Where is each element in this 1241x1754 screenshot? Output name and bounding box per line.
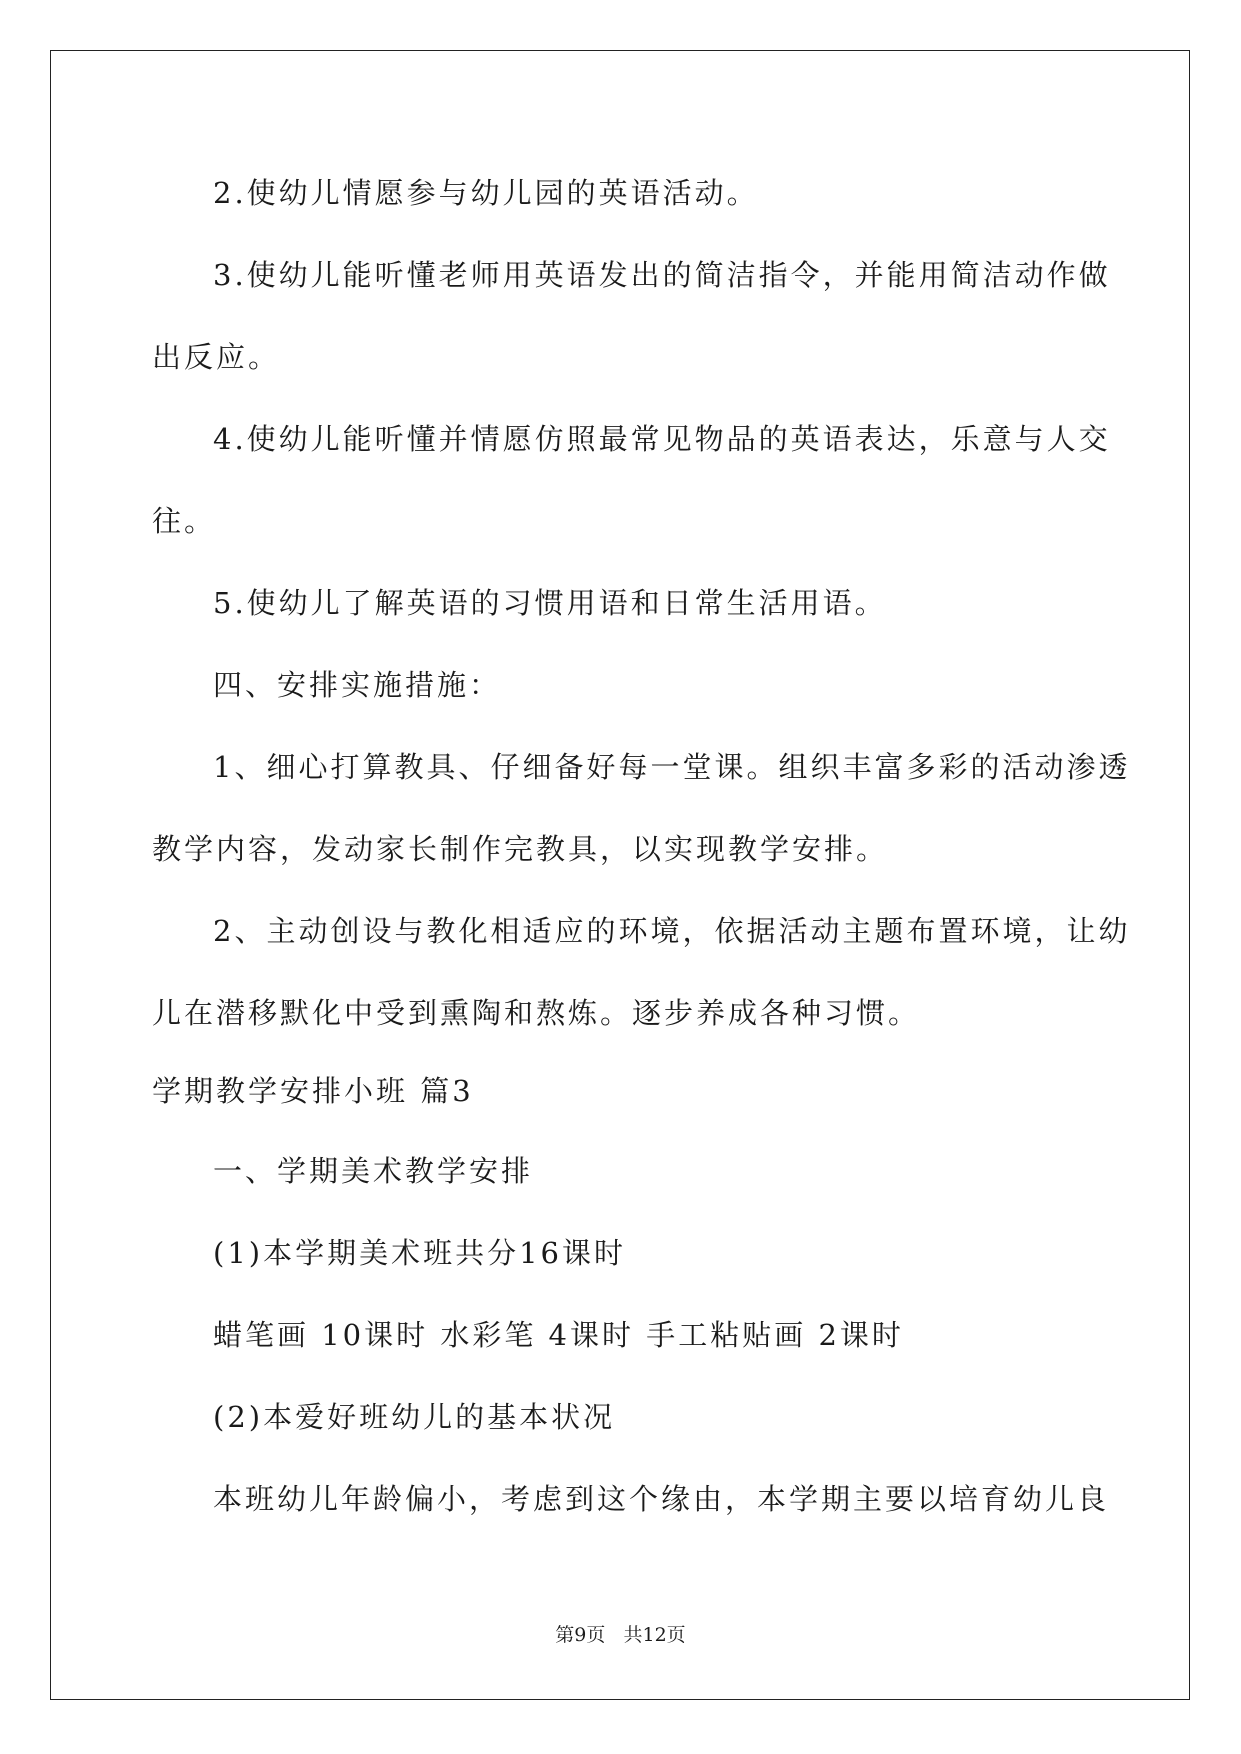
paragraph-line: 3.使幼儿能听懂老师用英语发出的简洁指令，并能用简洁动作做	[213, 258, 1111, 292]
paragraph-line: 蜡笔画 10课时 水彩笔 4课时 手工粘贴画 2课时	[213, 1318, 904, 1352]
paragraph-line: (1)本学期美术班共分16课时	[213, 1236, 626, 1270]
page-number-footer: 第9页 共12页	[555, 1624, 686, 1646]
paragraph-line: 往。	[152, 504, 217, 538]
page-border	[50, 50, 1190, 1700]
paragraph-line: 出反应。	[152, 340, 281, 374]
paragraph-line: 本班幼儿年龄偏小，考虑到这个缘由，本学期主要以培育幼儿良	[213, 1482, 1110, 1516]
paragraph-line: 儿在潜移默化中受到熏陶和熬炼。逐步养成各种习惯。	[152, 996, 921, 1030]
paragraph-line: 2.使幼儿情愿参与幼儿园的英语活动。	[213, 176, 759, 210]
paragraph-line: (2)本爱好班幼儿的基本状况	[213, 1400, 616, 1434]
paragraph-line: 2、主动创设与教化相适应的环境，依据活动主题布置环境，让幼	[213, 914, 1131, 948]
paragraph-line: 5.使幼儿了解英语的习惯用语和日常生活用语。	[213, 586, 887, 620]
paragraph-line: 教学内容，发动家长制作完教具，以实现教学安排。	[152, 832, 889, 866]
section-heading: 一、学期美术教学安排	[213, 1154, 534, 1188]
paragraph-line: 1、细心打算教具、仔细备好每一堂课。组织丰富多彩的活动渗透	[213, 750, 1131, 784]
paragraph-line: 4.使幼儿能听懂并情愿仿照最常见物品的英语表达，乐意与人交	[213, 422, 1111, 456]
section-heading: 四、安排实施措施：	[213, 668, 502, 702]
article-title: 学期教学安排小班 篇3	[152, 1074, 474, 1108]
